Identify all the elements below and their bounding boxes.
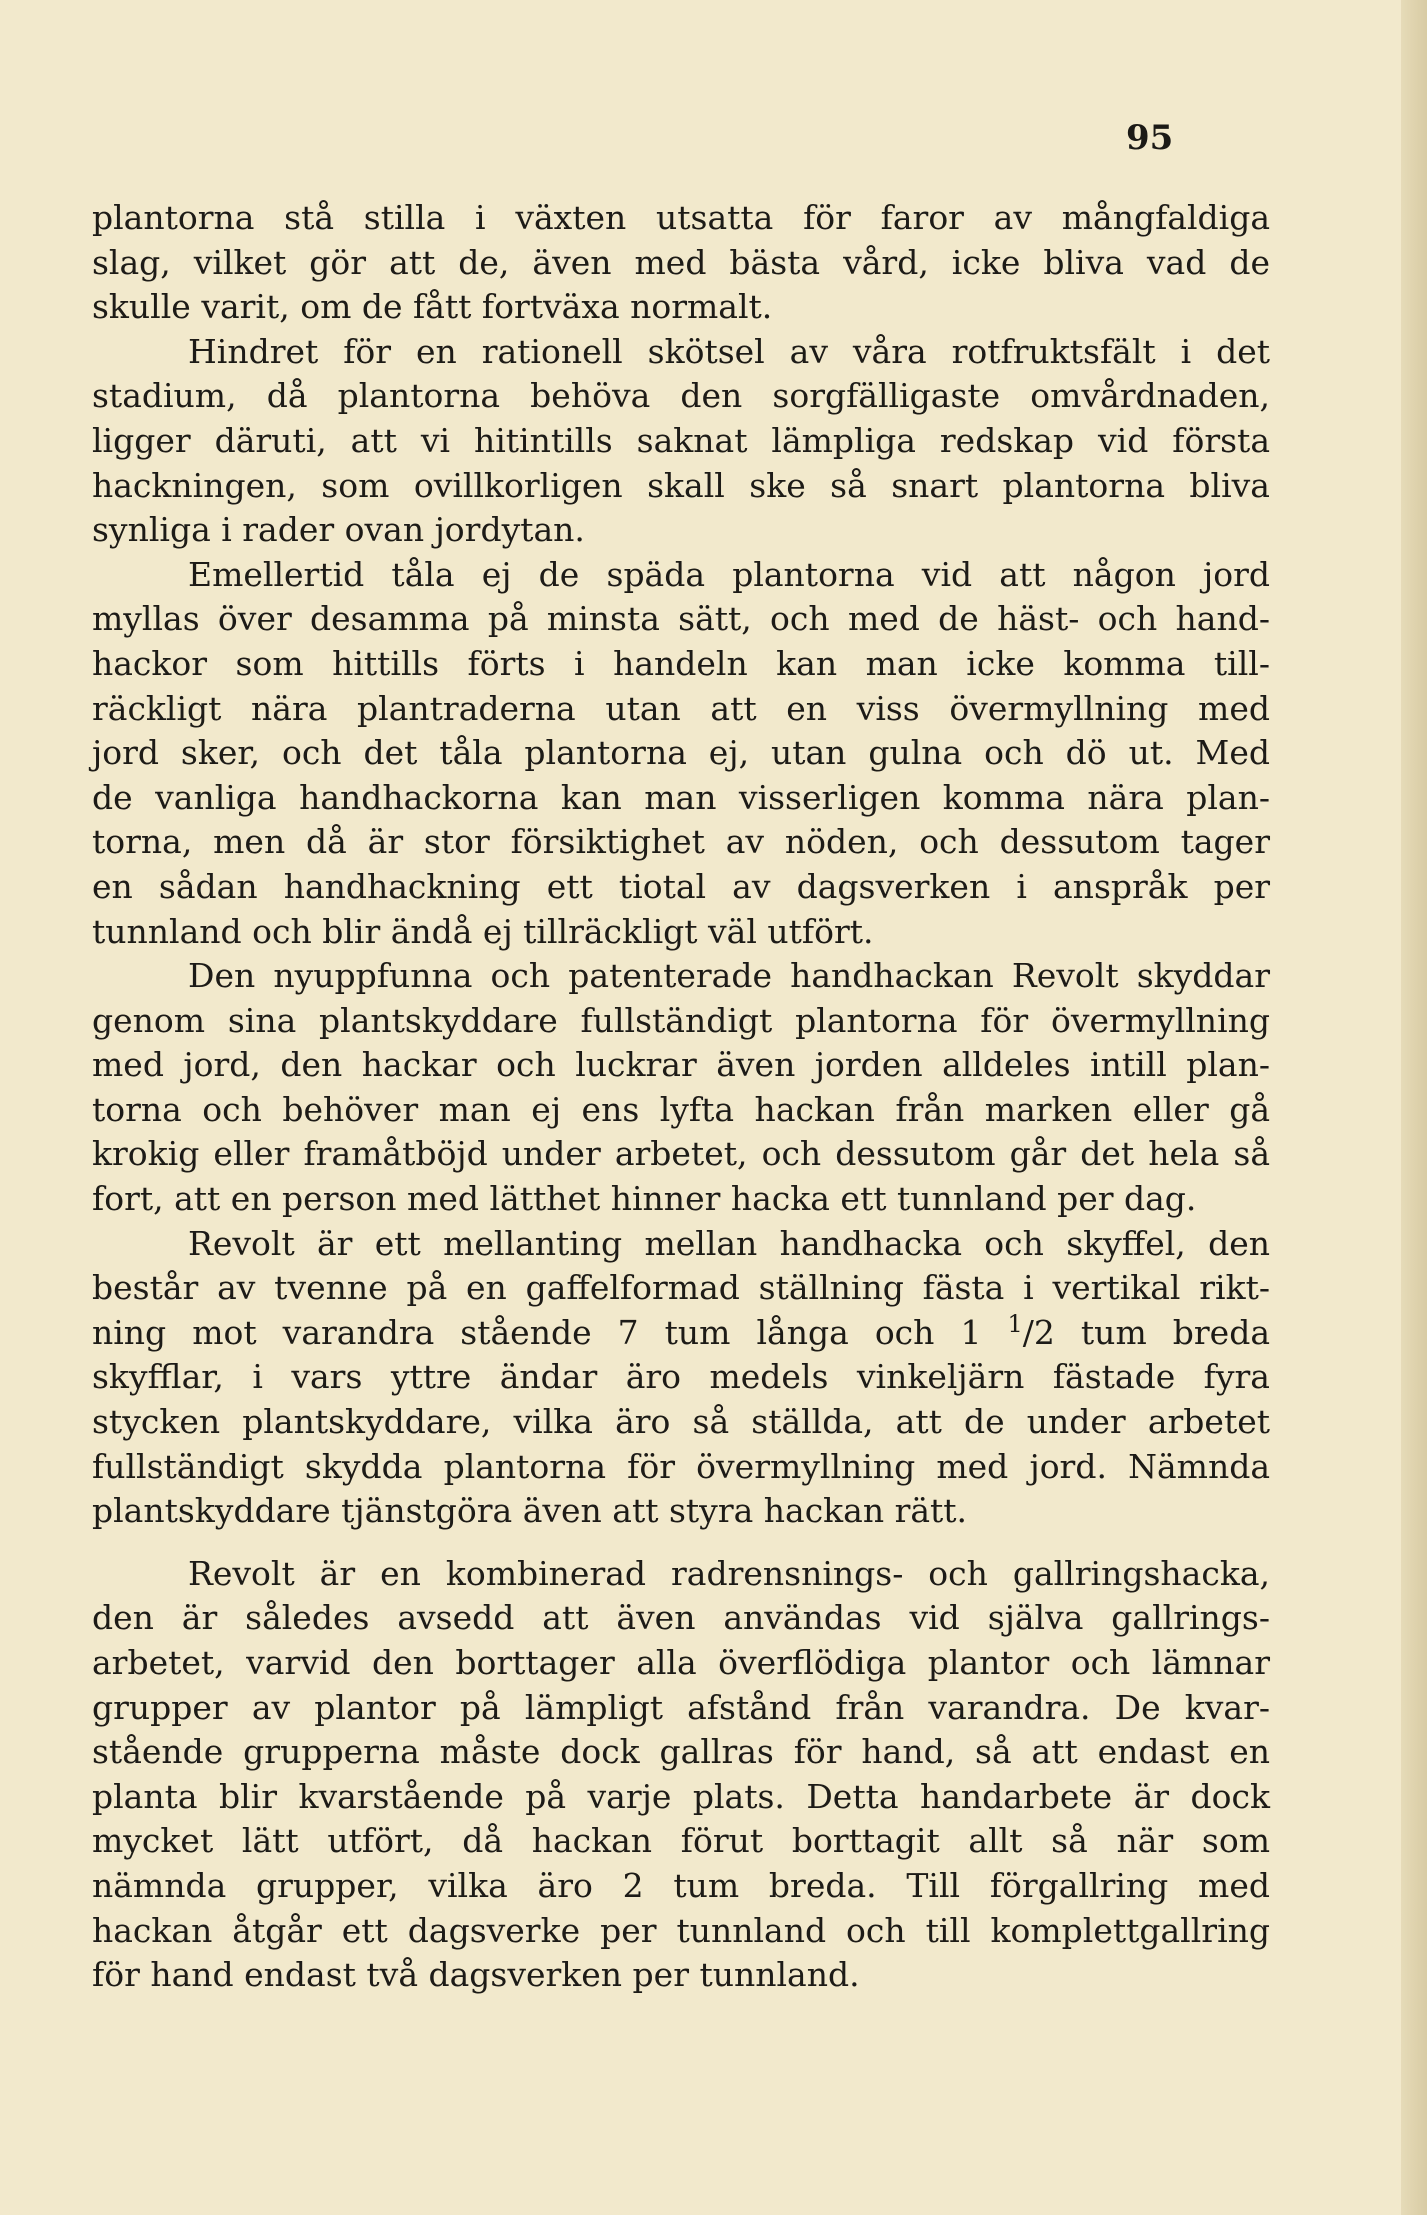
text-line: slag, vilket gör att de, även med bästa vård, icke bliva vad de — [92, 242, 1270, 282]
text-line: stående grupperna måste dock gallras för hand, så att endast en — [92, 1732, 1270, 1772]
paragraph-gap — [92, 1534, 1270, 1552]
text-line: fort, att en person med lätthet hinner hacka ett tunnland per dag. — [92, 1179, 1197, 1219]
text-line: fullständigt skydda plantorna för övermyllning med jord. Nämnda — [92, 1446, 1270, 1486]
text-line: jord sker, och det tåla plantorna ej, utan gulna och dö ut. Med — [92, 733, 1270, 773]
text-line: krokig eller framåtböjd under arbetet, och dessutom går det hela så — [92, 1134, 1270, 1174]
fraction-numerator: 1 — [1007, 1309, 1023, 1338]
text-line: nämnda grupper, vilka äro 2 tum breda. Till förgallring med — [92, 1865, 1270, 1905]
text-line: mycket lätt utfört, då hackan förut borttagit allt så när som — [92, 1821, 1270, 1861]
text-line: med jord, den hackar och luckrar även jorden alldeles intill plan- — [92, 1045, 1270, 1085]
text-line: räckligt nära plantraderna utan att en viss övermyllning med — [92, 688, 1270, 728]
text-line-with-fraction: ning mot varandra stående 7 tum långa och 1 $^1$/2 tum breda — [92, 1309, 1270, 1352]
text-line: en sådan handhackning ett tiotal av dagsverken i anspråk per — [92, 866, 1270, 906]
fraction-line-start: ning mot varandra stående 7 tum långa och 1 — [92, 1312, 1008, 1352]
text-line: Hindret för en rationell skötsel av våra rotfruktsfält i det — [188, 331, 1270, 371]
text-line: arbetet, varvid den borttager alla överflödiga plantor och lämnar — [92, 1643, 1270, 1682]
body-text — [92, 196, 1270, 1998]
text-line: plantorna stå stilla i växten utsatta för faror av mångfaldiga — [92, 198, 1270, 237]
text-line: torna och behöver man ej ens lyfta hackan från marken eller gå — [92, 1089, 1270, 1129]
text-line: genom sina plantskyddare fullständigt plantorna för övermyllning — [92, 1000, 1270, 1040]
text-line: plantskyddare tjänstgöra även att styra hackan rätt. — [92, 1491, 968, 1531]
page-edge — [1401, 0, 1427, 2215]
fraction-line-end: tum breda — [1054, 1312, 1270, 1352]
text-line: synliga i rader ovan jordytan. — [92, 510, 585, 550]
fraction-denominator: 2 — [1033, 1312, 1055, 1352]
text-line: stadium, då plantorna behöva den sorgfälligaste omvårdnaden, — [92, 376, 1270, 416]
text-line: hackan åtgår ett dagsverke per tunnland och till komplettgallring — [92, 1910, 1270, 1950]
text-line: består av tvenne på en gaffelformad ställning fästa i vertikal rikt- — [92, 1268, 1270, 1308]
text-line: de vanliga handhackorna kan man visserligen komma nära plan- — [92, 777, 1270, 817]
text-line: grupper av plantor på lämpligt afstånd från varandra. De kvar- — [92, 1687, 1270, 1727]
text-line: tunnland och blir ändå ej tillräckligt väl utfört. — [92, 911, 874, 951]
text-line: hackor som hittills förts i handeln kan man icke komma till- — [92, 643, 1270, 683]
text-line: den är således avsedd att även användas vid själva gallrings- — [92, 1598, 1270, 1638]
text-line: myllas över desamma på minsta sätt, och med de häst- och hand- — [92, 599, 1270, 639]
text-line: Revolt är ett mellanting mellan handhacka och skyffel, den — [188, 1223, 1270, 1263]
text-line: ligger däruti, att vi hitintills saknat lämpliga redskap vid första — [92, 420, 1270, 460]
text-line: skyfflar, i vars yttre ändar äro medels vinkeljärn fästade fyra — [92, 1357, 1270, 1397]
text-line: stycken plantskyddare, vilka äro så ställda, att de under arbetet — [92, 1402, 1270, 1442]
text-line: skulle varit, om de fått fortväxa normalt. — [92, 287, 773, 327]
text-line: hackningen, som ovillkorligen skall ske så snart plantorna bliva — [92, 465, 1270, 505]
text-line: planta blir kvarstående på varje plats. Detta handarbete är dock — [92, 1776, 1270, 1816]
page-number: 95 — [1126, 118, 1174, 158]
text-line: torna, men då är stor försiktighet av nöden, och dessutom tager — [92, 822, 1270, 862]
text-line: Den nyuppfunna och patenterade handhackan Revolt skyddar — [188, 956, 1270, 996]
text-line: Revolt är en kombinerad radrensnings- och gallringshacka, — [188, 1553, 1270, 1593]
text-line: för hand endast två dagsverken per tunnland. — [92, 1955, 860, 1995]
text-line: Emellertid tåla ej de späda plantorna vid att någon jord — [188, 554, 1270, 594]
